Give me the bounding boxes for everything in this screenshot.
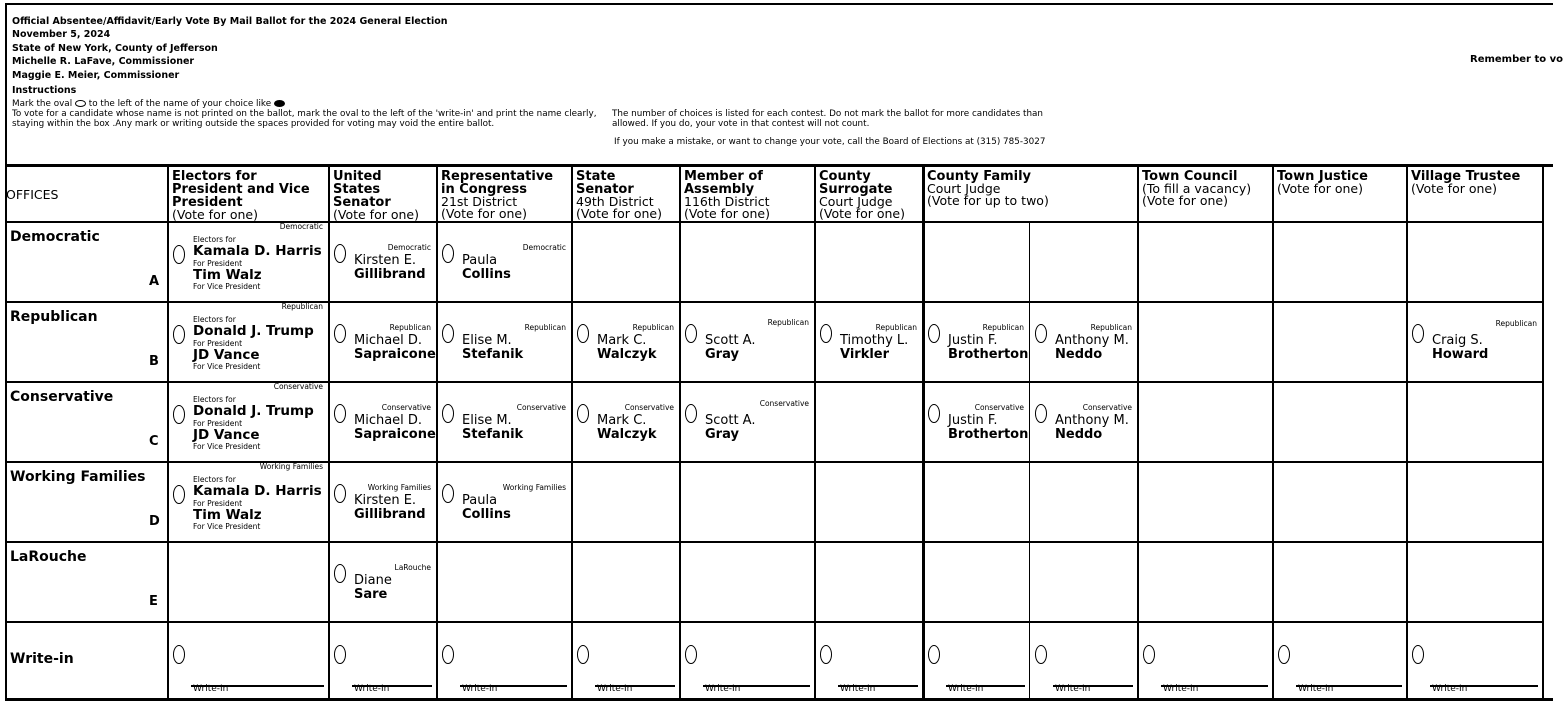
party-affiliation: LaRouche xyxy=(394,563,431,572)
candidate-last-name: Sare xyxy=(354,587,388,602)
contest-header xyxy=(684,170,811,224)
for-vice-president-label: For Vice President xyxy=(193,362,261,371)
write-in-label: Write-In xyxy=(948,684,984,694)
write-in-oval[interactable] xyxy=(820,645,832,664)
vice-president-candidate: Tim Walz xyxy=(193,267,262,283)
vote-oval[interactable] xyxy=(334,324,346,343)
contest-subtitle: (Vote for one) xyxy=(172,207,258,222)
write-in-oval[interactable] xyxy=(685,645,697,664)
contest-header xyxy=(576,170,676,224)
ballot-title: Official Absentee/Affidavit/Early Vote By Mail Ballot for the 2024 General Election xyxy=(12,16,448,27)
write-in-label: Write-In xyxy=(193,684,229,694)
contest-subtitle: 21st District xyxy=(441,194,518,209)
electors-for-label: Electors for xyxy=(193,395,236,404)
vote-oval[interactable] xyxy=(442,404,454,423)
for-vice-president-label: For Vice President xyxy=(193,522,261,531)
column-divider xyxy=(814,167,816,699)
row-divider xyxy=(5,541,1542,543)
candidate-last-name: Howard xyxy=(1432,347,1489,362)
party-affiliation: Conservative xyxy=(516,403,566,412)
column-divider xyxy=(1137,167,1139,699)
party-affiliation: Republican xyxy=(875,323,917,332)
contest-header xyxy=(441,170,568,224)
candidate-last-name: Gray xyxy=(705,347,739,362)
party-letter: A xyxy=(149,274,160,289)
column-divider xyxy=(679,167,681,699)
party-affiliation: Republican xyxy=(1495,319,1537,328)
party-affiliation: Conservative xyxy=(381,403,431,412)
party-affiliation: Republican xyxy=(1090,323,1132,332)
party-affiliation: Conservative xyxy=(1082,403,1132,412)
vote-oval[interactable] xyxy=(173,245,185,264)
write-in-label: Write-In xyxy=(840,684,876,694)
column-divider xyxy=(1029,221,1030,699)
candidate-last-name: Gray xyxy=(705,427,739,442)
candidate-last-name: Walczyk xyxy=(597,427,657,442)
instructions-mistake: If you make a mistake, or want to change your vote, call the Board of Elections at (315) 785-3027 xyxy=(614,137,1046,147)
vice-president-candidate: Tim Walz xyxy=(193,507,262,523)
contest-subtitle: Court Judge xyxy=(819,194,893,209)
election-date: November 5, 2024 xyxy=(12,29,111,41)
write-in-oval[interactable] xyxy=(1035,645,1047,664)
vote-oval[interactable] xyxy=(334,244,346,263)
party-name: Republican xyxy=(10,309,98,325)
contest-title: Village Trustee xyxy=(1411,169,1521,184)
party-name: LaRouche xyxy=(10,549,87,565)
vote-oval[interactable] xyxy=(685,324,697,343)
for-vice-president-label: For Vice President xyxy=(193,282,261,291)
contest-vote-instruction: (Vote for one) xyxy=(441,206,527,221)
for-president-label: For President xyxy=(193,259,243,268)
candidate-first-name: Scott A. xyxy=(705,333,756,348)
candidate-first-name: Michael D. xyxy=(354,333,423,348)
vote-oval[interactable] xyxy=(173,405,185,424)
candidate-first-name: Elise M. xyxy=(462,413,512,428)
write-in-oval[interactable] xyxy=(442,645,454,664)
party-letter: D xyxy=(149,514,160,529)
candidate-first-name: Paula xyxy=(462,253,498,268)
column-divider xyxy=(922,167,925,699)
location: State of New York, County of Jefferson xyxy=(12,42,218,54)
party-affiliation: Republican xyxy=(982,323,1024,332)
electors-for-label: Electors for xyxy=(193,235,236,244)
vote-oval[interactable] xyxy=(928,404,940,423)
contest-vote-instruction: (Vote for one) xyxy=(1142,193,1228,208)
candidate-first-name: Timothy L. xyxy=(840,333,909,348)
vote-oval[interactable] xyxy=(334,404,346,423)
column-divider xyxy=(571,167,573,699)
instructions-left xyxy=(12,99,602,129)
contest-subtitle: (Vote for one) xyxy=(1277,181,1363,196)
for-president-label: For President xyxy=(193,339,243,348)
contest-vote-instruction: (Vote for one) xyxy=(684,206,770,221)
party-affiliation: Working Families xyxy=(367,483,431,492)
column-divider xyxy=(1406,167,1408,699)
write-in-oval[interactable] xyxy=(334,645,346,664)
write-in-oval[interactable] xyxy=(1143,645,1155,664)
vote-oval[interactable] xyxy=(820,324,832,343)
vote-oval[interactable] xyxy=(577,324,589,343)
party-affiliation: Republican xyxy=(281,302,323,311)
contest-header xyxy=(927,170,1134,224)
party-affiliation: Conservative xyxy=(759,399,809,408)
column-divider xyxy=(1272,167,1274,699)
party-affiliation: Republican xyxy=(524,323,566,332)
candidate-last-name: Brotherton xyxy=(948,347,1029,362)
party-affiliation: Democratic xyxy=(387,243,431,252)
electors-for-label: Electors for xyxy=(193,315,236,324)
row-divider xyxy=(5,461,1542,463)
write-in-label: Write-In xyxy=(1432,684,1468,694)
electors-for-label: Electors for xyxy=(193,475,236,484)
instructions-title: Instructions xyxy=(12,85,77,96)
candidate-first-name: Mark C. xyxy=(597,413,647,428)
contest-subtitle: 49th District xyxy=(576,194,654,209)
president-candidate: Kamala D. Harris xyxy=(193,243,322,259)
candidate-last-name: Sapraicone xyxy=(354,427,436,442)
candidate-first-name: Anthony M. xyxy=(1055,413,1129,428)
empty-oval-icon xyxy=(75,100,86,107)
party-letter: E xyxy=(149,594,158,609)
write-in-oval[interactable] xyxy=(577,645,589,664)
candidate-first-name: Mark C. xyxy=(597,333,647,348)
candidate-last-name: Virkler xyxy=(840,347,890,362)
candidate-last-name: Walczyk xyxy=(597,347,657,362)
president-candidate: Kamala D. Harris xyxy=(193,483,322,499)
instr-line1b: to the left of the name of your choice like xyxy=(88,99,272,109)
party-affiliation: Conservative xyxy=(624,403,674,412)
president-candidate: Donald J. Trump xyxy=(193,323,314,339)
column-divider xyxy=(328,167,330,699)
party-affiliation: Republican xyxy=(389,323,431,332)
vice-president-candidate: JD Vance xyxy=(193,427,260,443)
contest-vote-instruction: (Vote for one) xyxy=(819,206,905,221)
offices-label: OFFICES xyxy=(6,187,59,202)
contest-vote-instruction: (Vote for up to two) xyxy=(927,193,1049,208)
party-name: Working Families xyxy=(10,469,146,485)
contest-subtitle: (Vote for one) xyxy=(333,207,419,222)
contest-title: State Senator xyxy=(576,169,634,197)
column-divider xyxy=(436,167,438,699)
candidate-first-name: Paula xyxy=(462,493,498,508)
candidate-first-name: Anthony M. xyxy=(1055,333,1129,348)
party-affiliation: Democratic xyxy=(279,222,323,231)
candidate-last-name: Sapraicone xyxy=(354,347,436,362)
party-affiliation: Conservative xyxy=(974,403,1024,412)
candidate-first-name: Scott A. xyxy=(705,413,756,428)
candidate-first-name: Justin F. xyxy=(948,413,998,428)
write-in-label: Write-In xyxy=(1055,684,1091,694)
contest-subtitle: Court Judge xyxy=(927,181,1001,196)
candidate-first-name: Elise M. xyxy=(462,333,512,348)
contest-header xyxy=(333,170,433,224)
party-affiliation: Republican xyxy=(632,323,674,332)
write-in-label: Write-In xyxy=(1163,684,1199,694)
write-in-label: Write-In xyxy=(705,684,741,694)
vote-oval[interactable] xyxy=(173,485,185,504)
contest-title: County Surrogate xyxy=(819,169,893,197)
vote-oval[interactable] xyxy=(442,324,454,343)
vote-oval[interactable] xyxy=(685,404,697,423)
vote-oval[interactable] xyxy=(1412,324,1424,343)
party-affiliation: Democratic xyxy=(522,243,566,252)
contest-title: Town Council xyxy=(1142,169,1238,184)
row-divider xyxy=(5,621,1542,623)
vote-oval[interactable] xyxy=(442,244,454,263)
party-name: Democratic xyxy=(10,229,100,245)
write-in-oval[interactable] xyxy=(1278,645,1290,664)
vote-oval[interactable] xyxy=(1035,324,1047,343)
contest-subtitle: 116th District xyxy=(684,194,770,209)
row-divider xyxy=(5,301,1542,303)
contest-title: United States Senator xyxy=(333,169,391,210)
header-separator xyxy=(5,164,1553,167)
contest-title: Representative in Congress xyxy=(441,169,554,197)
contest-vote-instruction: (Vote for one) xyxy=(576,206,662,221)
party-letter: B xyxy=(149,354,159,369)
candidate-last-name: Collins xyxy=(462,507,511,522)
filled-oval-icon xyxy=(274,100,285,107)
column-divider xyxy=(1542,167,1544,699)
candidate-last-name: Neddo xyxy=(1055,347,1103,362)
vote-oval[interactable] xyxy=(334,484,346,503)
party-affiliation: Conservative xyxy=(273,382,323,391)
remember-text: Remember to vo xyxy=(1470,54,1563,65)
contest-title: Town Justice xyxy=(1277,169,1368,184)
instr-line2: To vote for a candidate whose name is not printed on the ballot, mark the oval to the left of the 'write-in' and print the name clearly, staying within the box .Any mark or writing outside the spaces provided for voting may void the entire ballot. xyxy=(12,109,597,129)
contest-header xyxy=(172,170,325,224)
candidate-first-name: Craig S. xyxy=(1432,333,1483,348)
candidate-first-name: Diane xyxy=(354,573,392,588)
party-affiliation: Working Families xyxy=(259,462,323,471)
write-in-label: Write-In xyxy=(1298,684,1334,694)
instr-line1a: Mark the oval xyxy=(12,99,73,109)
contest-title: County Family xyxy=(927,169,1032,184)
column-divider xyxy=(167,167,169,699)
party-affiliation: Working Families xyxy=(502,483,566,492)
party-name: Write-in xyxy=(10,651,74,667)
write-in-label: Write-In xyxy=(597,684,633,694)
party-affiliation: Republican xyxy=(767,318,809,327)
candidate-first-name: Michael D. xyxy=(354,413,423,428)
candidate-first-name: Justin F. xyxy=(948,333,998,348)
contest-header xyxy=(1411,170,1539,224)
write-in-label: Write-In xyxy=(354,684,390,694)
contest-subtitle: (Vote for one) xyxy=(1411,181,1497,196)
row-divider xyxy=(5,381,1542,383)
contest-subtitle: (To fill a vacancy) xyxy=(1142,181,1252,196)
commissioner-2: Maggie E. Meier, Commissioner xyxy=(12,69,180,81)
candidate-last-name: Brotherton xyxy=(948,427,1029,442)
for-president-label: For President xyxy=(193,419,243,428)
vote-oval[interactable] xyxy=(173,325,185,344)
ballot-header xyxy=(12,15,448,82)
party-name: Conservative xyxy=(10,389,114,405)
candidate-first-name: Kirsten E. xyxy=(354,253,417,268)
write-in-oval[interactable] xyxy=(1412,645,1424,664)
write-in-oval[interactable] xyxy=(173,645,185,664)
write-in-label: Write-In xyxy=(462,684,498,694)
contest-header xyxy=(1142,170,1269,224)
president-candidate: Donald J. Trump xyxy=(193,403,314,419)
contest-title: Electors for President and Vice President xyxy=(172,169,310,210)
vice-president-candidate: JD Vance xyxy=(193,347,260,363)
vote-oval[interactable] xyxy=(334,564,346,583)
party-letter: C xyxy=(149,434,159,449)
candidate-last-name: Stefanik xyxy=(462,427,524,442)
instructions-right: The number of choices is listed for each contest. Do not mark the ballot for more candidates than allowed. If you do, your vote in that contest will not count. xyxy=(612,109,1044,129)
candidate-first-name: Kirsten E. xyxy=(354,493,417,508)
vote-oval[interactable] xyxy=(1035,404,1047,423)
for-president-label: For President xyxy=(193,499,243,508)
vote-oval[interactable] xyxy=(928,324,940,343)
vote-oval[interactable] xyxy=(442,484,454,503)
candidate-last-name: Gillibrand xyxy=(354,267,426,282)
for-vice-president-label: For Vice President xyxy=(193,442,261,451)
candidate-last-name: Collins xyxy=(462,267,511,282)
vote-oval[interactable] xyxy=(577,404,589,423)
candidate-last-name: Stefanik xyxy=(462,347,524,362)
write-in-oval[interactable] xyxy=(928,645,940,664)
contest-header xyxy=(1277,170,1403,224)
commissioner-1: Michelle R. LaFave, Commissioner xyxy=(12,56,195,68)
contest-title: Member of Assembly xyxy=(684,169,763,197)
candidate-last-name: Gillibrand xyxy=(354,507,426,522)
contest-header xyxy=(819,170,919,224)
candidate-last-name: Neddo xyxy=(1055,427,1103,442)
